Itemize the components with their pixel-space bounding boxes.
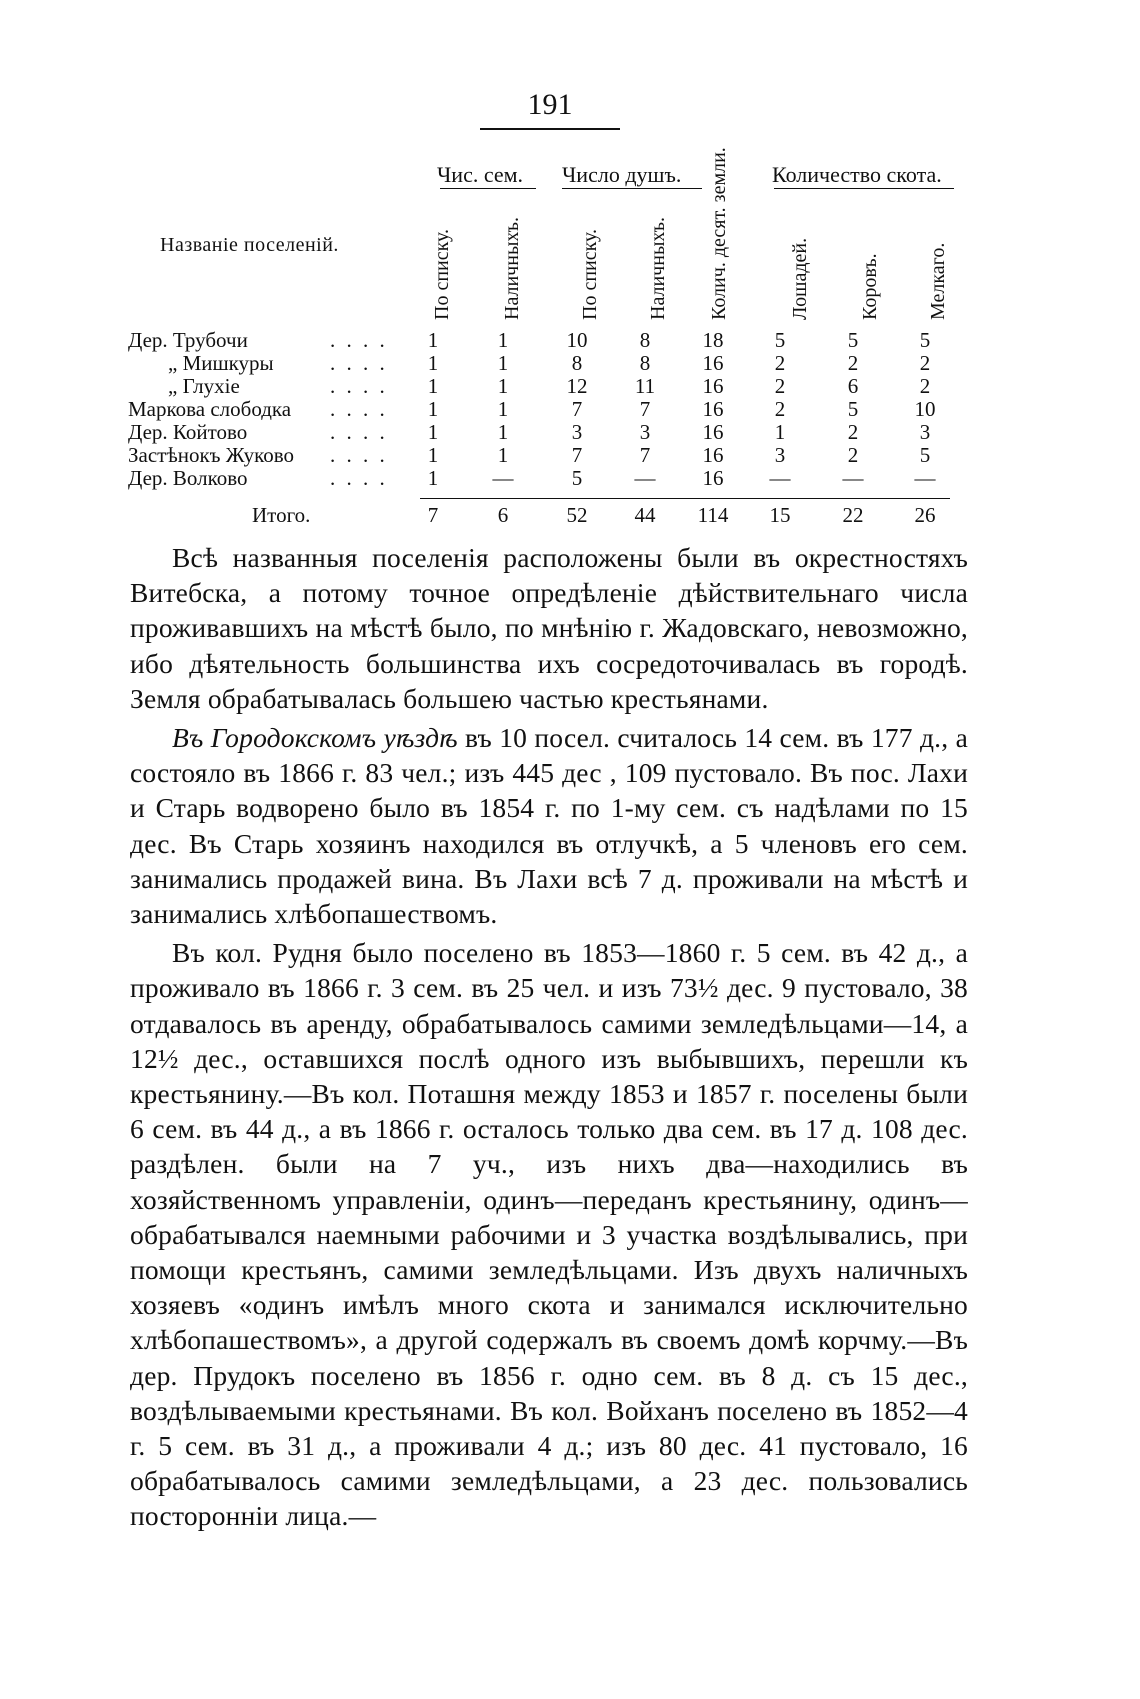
table-cell: 16 xyxy=(702,351,724,375)
paragraph-1: Всѣ названныя поселенія расположены были въ окрестностяхъ Витебска, а потому точное опредѣленіе дѣйствительнаго числа проживавшихъ на мѣстѣ было, по мнѣнію г. Жадовскаго, невозможно, ибо дѣятельность большинства ихъ сосредоточивалась въ городѣ. Земля обрабатывалась большею частью крестьянами. xyxy=(130,542,968,714)
table-cell: 2 xyxy=(774,351,786,375)
total-rule xyxy=(420,498,950,499)
total-cell: 26 xyxy=(914,503,936,527)
table-row-name: „ Мишкуры xyxy=(168,351,274,375)
paragraph-2 xyxy=(130,720,968,931)
table-cell: 1 xyxy=(497,420,509,444)
total-cell: 6 xyxy=(497,503,509,527)
table-cell: 8 xyxy=(639,328,651,352)
table-cell: 2 xyxy=(919,374,931,398)
total-cell: 15 xyxy=(769,503,791,527)
leader-dots: . . . . xyxy=(330,351,388,375)
table-cell: 5 xyxy=(571,466,583,490)
table-cell: 11 xyxy=(634,374,656,398)
table-row-name: „ Глухіе xyxy=(168,374,240,398)
table-cell: — xyxy=(769,466,791,490)
table-cell: 18 xyxy=(702,328,724,352)
table-cell: 1 xyxy=(427,466,439,490)
table-cell: 5 xyxy=(847,397,859,421)
table-cell: 1 xyxy=(497,443,509,467)
table-cell: 1 xyxy=(427,397,439,421)
col-header-souls-present: Наличныхъ. xyxy=(647,217,669,320)
table-cell: 1 xyxy=(497,328,509,352)
leader-dots: . . . . xyxy=(330,466,388,490)
total-cell: 7 xyxy=(427,503,439,527)
table-cell: 8 xyxy=(571,351,583,375)
table-cell: 1 xyxy=(427,443,439,467)
col-header-small-stock: Мелкаго. xyxy=(927,242,949,320)
table-cell: 1 xyxy=(497,351,509,375)
table-cell: 2 xyxy=(847,443,859,467)
table-cell: 10 xyxy=(914,397,936,421)
paragraph-2-rest: въ 10 посел. считалось 14 сем. въ 177 д., а состояло въ 1866 г. 83 чел.; изъ 445 дес , 109 пустовало. Въ пос. Лахи и Старь водворено было въ 1854 г. по 1-му сем. съ надѣлами по 15 дес. Въ Старь хозяинъ находился въ отлучкѣ, а 5 членовъ его сем. занимались продажей вина. Въ Лахи всѣ 7 д. проживали на мѣстѣ и занимались хлѣбопашествомъ. xyxy=(130,722,968,930)
leader-dots: . . . . xyxy=(330,420,388,444)
total-cell: 22 xyxy=(842,503,864,527)
table-cell: 16 xyxy=(702,420,724,444)
table-cell: 16 xyxy=(702,374,724,398)
group-header-souls: Число душъ. xyxy=(562,162,682,187)
col-header-families-list: По списку. xyxy=(431,228,453,320)
group-header-families: Чис. сем. xyxy=(437,162,524,187)
table-cell: 2 xyxy=(847,420,859,444)
table-cell: 1 xyxy=(497,397,509,421)
group-header-livestock: Количество скота. xyxy=(772,162,942,187)
table-cell: 1 xyxy=(427,328,439,352)
table-cell: 1 xyxy=(427,420,439,444)
table-cell: 1 xyxy=(497,374,509,398)
table-cell: 7 xyxy=(639,443,651,467)
group-rule-families xyxy=(440,188,536,189)
paragraph-2-italic: Въ Городокскомъ уѣздѣ xyxy=(172,722,458,754)
table-cell: 7 xyxy=(571,397,583,421)
table-cell: 3 xyxy=(571,420,583,444)
table-cell: 2 xyxy=(847,351,859,375)
table-row-name: Дер. Волково xyxy=(128,466,248,490)
table-row-name: Застѣнокъ Жуково xyxy=(128,443,294,467)
table-name-header: Названіе поселеній. xyxy=(160,234,339,256)
group-rule-livestock xyxy=(774,188,954,189)
table-cell: 5 xyxy=(919,443,931,467)
table-cell: 1 xyxy=(774,420,786,444)
settlements-table xyxy=(0,0,1140,540)
col-header-souls-list: По списку. xyxy=(579,228,601,320)
col-header-land: Колич. десят. земли. xyxy=(708,147,730,320)
table-cell: — xyxy=(842,466,864,490)
table-cell: 5 xyxy=(919,328,931,352)
table-cell: 10 xyxy=(566,328,588,352)
total-cell: 52 xyxy=(566,503,588,527)
table-cell: 2 xyxy=(774,397,786,421)
table-cell: 8 xyxy=(639,351,651,375)
table-row-name: Дер. Койтово xyxy=(128,420,248,444)
total-cell: 114 xyxy=(697,503,729,527)
table-cell: 2 xyxy=(919,351,931,375)
table-cell: 3 xyxy=(919,420,931,444)
table-cell: 1 xyxy=(427,351,439,375)
table-cell: 16 xyxy=(702,397,724,421)
col-header-cows: Коровъ. xyxy=(859,253,881,320)
body-text xyxy=(130,540,968,1538)
table-cell: 5 xyxy=(847,328,859,352)
leader-dots: . . . . xyxy=(330,397,388,421)
leader-dots: . . . . xyxy=(330,374,388,398)
paragraph-3: Въ кол. Рудня было поселено въ 1853—1860 г. 5 сем. въ 42 д., а проживало въ 1866 г. 3 сем. въ 25 чел. и изъ 73½ дес. 9 пустовало, 38 отдавалось въ аренду, обрабатывалось самими земледѣльцами—14, а 12½ дес., оставшихся послѣ одного изъ выбывшихъ, перешли къ крестьянину.—Въ кол. Поташня между 1853 и 1857 г. поселены были 6 сем. въ 44 д., а въ 1866 г. осталось только два сем. въ 17 д. 108 дес. раздѣлен. были на 7 уч., изъ нихъ два—находились въ хозяйственномъ управленіи, одинъ—переданъ крестьянину, одинъ—обрабатывался наемными рабочими и 3 участка воздѣлывались, при помощи крестьянъ, самими земледѣльцами. Изъ двухъ наличныхъ хозяевъ «одинъ имѣлъ много скота и занимался исключительно хлѣбопашествомъ», а другой содержалъ въ своемъ домѣ корчму.—Въ дер. Прудокъ поселено въ 1856 г. одно сем. въ 8 д. съ 15 дес., воздѣлываемыми крестьянами. Въ кол. Войханъ поселено въ 1852—4 г. 5 сем. въ 31 д., а проживали 4 д.; изъ 80 дес. 41 пустовало, 16 обрабатывалось самими земледѣльцами, а 23 дес. пользовались посторонніи лица.— xyxy=(130,937,968,1532)
table-cell: 7 xyxy=(571,443,583,467)
table-cell: — xyxy=(914,466,936,490)
table-cell: 2 xyxy=(774,374,786,398)
table-cell: — xyxy=(492,466,514,490)
table-cell: 6 xyxy=(847,374,859,398)
table-cell: 12 xyxy=(566,374,588,398)
table-cell: 7 xyxy=(639,397,651,421)
table-row-name: Дер. Трубочи xyxy=(128,328,248,352)
table-cell: 1 xyxy=(427,374,439,398)
table-cell: 3 xyxy=(774,443,786,467)
table-cell: 5 xyxy=(774,328,786,352)
table-cell: 16 xyxy=(702,443,724,467)
total-label: Итого. xyxy=(252,503,311,527)
total-cell: 44 xyxy=(634,503,656,527)
page-number: 191 xyxy=(527,88,573,121)
table-cell: 16 xyxy=(702,466,724,490)
table-row-name: Маркова слободка xyxy=(128,397,292,421)
table-cell: 3 xyxy=(639,420,651,444)
table-cell: — xyxy=(634,466,656,490)
col-header-families-present: Наличныхъ. xyxy=(501,217,523,320)
leader-dots: . . . . xyxy=(330,328,388,352)
col-header-horses: Лошадей. xyxy=(789,237,811,320)
group-rule-souls xyxy=(562,188,702,189)
leader-dots: . . . . xyxy=(330,443,388,467)
